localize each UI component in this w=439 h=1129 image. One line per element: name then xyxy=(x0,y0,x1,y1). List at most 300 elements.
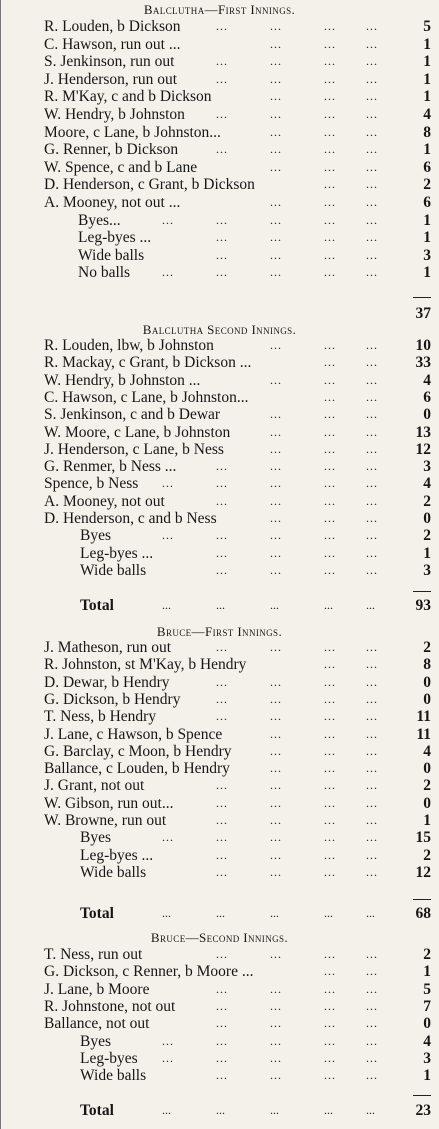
leader-dots: ... xyxy=(216,674,228,689)
total-row xyxy=(0,905,439,922)
batsman-entry: J. Henderson, run out xyxy=(44,70,178,88)
extras-label: Wide balls xyxy=(78,246,145,264)
batsman-entry: S. Jenkinson, c and b Dewar xyxy=(44,406,221,424)
runs-value: 1 xyxy=(423,70,431,88)
leader-dots: ... xyxy=(270,562,282,577)
leader-dots: ... xyxy=(366,389,378,404)
leader-dots: ... xyxy=(270,1103,279,1117)
leader-dots: ... xyxy=(216,528,228,543)
batsman-row xyxy=(0,743,439,760)
leader-dots: ... xyxy=(216,998,228,1013)
leader-dots: ... xyxy=(216,265,228,280)
leader-dots: ... xyxy=(216,947,228,961)
leader-dots: ... xyxy=(324,230,336,245)
runs-value: 4 xyxy=(423,106,431,123)
leader-dots: ... xyxy=(270,247,282,262)
batsman-row xyxy=(0,981,439,998)
batsman-row xyxy=(0,656,439,673)
leader-dots: ... xyxy=(366,124,378,139)
leader-dots: ... xyxy=(162,265,174,280)
runs-value: 1 xyxy=(423,53,431,71)
runs-value: 0 xyxy=(423,690,431,708)
leader-dots: ... xyxy=(366,511,378,525)
runs-value: 10 xyxy=(415,337,431,354)
extras-row xyxy=(0,562,439,579)
leader-dots: ... xyxy=(324,813,336,827)
leader-dots: ... xyxy=(270,338,282,352)
leader-dots: ... xyxy=(366,830,378,845)
leader-dots: ... xyxy=(366,338,378,352)
leader-dots: ... xyxy=(366,640,378,654)
runs-value: 7 xyxy=(423,997,431,1015)
leader-dots: ... xyxy=(270,459,282,474)
leader-dots: ... xyxy=(324,674,336,689)
batsman-row xyxy=(0,493,439,510)
leader-dots: ... xyxy=(324,830,336,845)
batsman-entry: J. Grant, not out xyxy=(44,777,145,795)
total-label: Total xyxy=(80,1102,114,1119)
batsman-entry: D. Dewar, b Hendry xyxy=(44,673,170,691)
leader-dots: ... xyxy=(366,1103,375,1117)
runs-value: 6 xyxy=(423,194,431,211)
leader-dots: ... xyxy=(324,124,336,139)
leader-dots: ... xyxy=(324,778,336,793)
runs-value: 8 xyxy=(423,656,431,674)
batsman-entry: S. Jenkinson, run out xyxy=(44,53,175,71)
leader-dots: ... xyxy=(324,1016,336,1031)
batsman-row xyxy=(0,795,439,812)
batsman-row xyxy=(0,726,439,743)
leader-dots: ... xyxy=(270,813,282,827)
leader-dots: ... xyxy=(324,71,336,86)
leader-dots: ... xyxy=(366,674,378,689)
extras-label: No balls xyxy=(78,264,131,282)
runs-value: 11 xyxy=(416,708,431,726)
leader-dots: ... xyxy=(324,709,336,724)
leader-dots: ... xyxy=(216,813,228,827)
leader-dots: ... xyxy=(324,1103,333,1117)
leader-dots: ... xyxy=(162,528,174,543)
leader-dots: ... xyxy=(324,864,336,879)
leader-dots: ... xyxy=(366,54,378,69)
leader-dots: ... xyxy=(270,441,282,456)
batsman-row xyxy=(0,441,439,458)
total-row xyxy=(0,597,439,614)
total-label: Total xyxy=(80,597,114,614)
runs-value: 2 xyxy=(423,492,431,510)
runs-value: 1 xyxy=(423,88,431,106)
leader-dots: ... xyxy=(270,998,282,1013)
batsman-row xyxy=(0,998,439,1015)
batsman-entry: G. Dickson, c Renner, b Moore ... xyxy=(44,963,254,981)
runs-value: 5 xyxy=(423,980,431,998)
batsman-row xyxy=(0,812,439,829)
leader-dots: ... xyxy=(216,230,228,245)
batsman-row xyxy=(0,708,439,725)
leader-dots: ... xyxy=(270,265,282,280)
leader-dots: ... xyxy=(324,476,336,491)
leader-dots: ... xyxy=(366,778,378,793)
leader-dots: ... xyxy=(270,847,282,862)
leader-dots: ... xyxy=(270,71,282,86)
leader-dots: ... xyxy=(324,19,336,33)
leader-dots: ... xyxy=(366,107,378,121)
extras-label: Leg-byes xyxy=(80,1049,138,1067)
extras-row xyxy=(0,829,439,846)
leader-dots: ... xyxy=(324,407,336,422)
leader-dots: ... xyxy=(162,1033,174,1048)
batsman-entry: R. M'Kay, c and b Dickson xyxy=(44,88,212,106)
leader-dots: ... xyxy=(324,598,333,612)
batsman-row xyxy=(0,106,439,123)
leader-dots: ... xyxy=(270,372,282,387)
leader-dots: ... xyxy=(270,1050,282,1065)
batsman-entry: W. Gibson, run out... xyxy=(44,794,174,812)
extras-row xyxy=(0,229,439,246)
leader-dots: ... xyxy=(270,195,282,209)
leader-dots: ... xyxy=(270,640,282,654)
leader-dots: ... xyxy=(366,998,378,1013)
leader-dots: ... xyxy=(324,372,336,387)
leader-dots: ... xyxy=(216,1068,228,1083)
leader-dots: ... xyxy=(366,964,378,979)
leader-dots: ... xyxy=(366,265,378,280)
leader-dots: ... xyxy=(270,107,282,121)
runs-value: 5 xyxy=(423,18,431,35)
leader-dots: ... xyxy=(216,476,228,491)
batsman-row xyxy=(0,88,439,105)
runs-value: 12 xyxy=(415,863,431,881)
extras-row xyxy=(0,545,439,562)
leader-dots: ... xyxy=(270,142,282,157)
batsman-row xyxy=(0,777,439,794)
batsman-entry: D. Henderson, c and b Ness xyxy=(44,510,217,527)
section-heading: Bruce—Second Innings. xyxy=(150,930,289,945)
leader-dots: ... xyxy=(270,54,282,69)
total-rule xyxy=(413,899,431,900)
leader-dots: ... xyxy=(324,998,336,1013)
leader-dots: ... xyxy=(270,230,282,245)
runs-value: 2 xyxy=(423,176,431,194)
leader-dots: ... xyxy=(366,459,378,474)
leader-dots: ... xyxy=(366,247,378,262)
leader-dots: ... xyxy=(366,545,378,560)
section-heading: Bruce—First Innings. xyxy=(156,624,283,639)
runs-value: 1 xyxy=(423,141,431,159)
leader-dots: ... xyxy=(366,761,378,776)
leader-dots: ... xyxy=(366,1050,378,1065)
extras-label: Byes xyxy=(80,1032,111,1050)
leader-dots: ... xyxy=(270,159,282,174)
leader-dots: ... xyxy=(366,36,378,51)
batsman-row xyxy=(0,946,439,963)
leader-dots: ... xyxy=(324,459,336,474)
runs-value: 1 xyxy=(423,264,431,282)
leader-dots: ... xyxy=(366,195,378,209)
leader-dots: ... xyxy=(216,19,228,33)
leader-dots: ... xyxy=(324,1068,336,1083)
leader-dots: ... xyxy=(216,1103,225,1117)
leader-dots: ... xyxy=(270,864,282,879)
leader-dots: ... xyxy=(270,743,282,758)
leader-dots: ... xyxy=(324,441,336,456)
leader-dots: ... xyxy=(270,36,282,51)
leader-dots: ... xyxy=(162,476,174,491)
leader-dots: ... xyxy=(324,493,336,508)
batsman-entry: C. Hawson, run out ... xyxy=(44,35,181,53)
leader-dots: ... xyxy=(366,89,378,104)
batsman-row xyxy=(0,124,439,141)
leader-dots: ... xyxy=(270,674,282,689)
leader-dots: ... xyxy=(324,981,336,996)
batsman-entry: A. Mooney, not out ... xyxy=(44,194,181,211)
leader-dots: ... xyxy=(216,493,228,508)
batsman-entry: J. Matheson, run out xyxy=(44,639,172,656)
batsman-entry: J. Lane, b Moore xyxy=(44,980,150,998)
batsman-entry: C. Hawson, c Lane, b Johnston... xyxy=(44,388,249,406)
batsman-entry: A. Mooney, not out xyxy=(44,492,165,510)
runs-value: 6 xyxy=(423,388,431,406)
leader-dots: ... xyxy=(216,71,228,86)
leader-dots: ... xyxy=(270,407,282,422)
extras-row xyxy=(0,864,439,881)
runs-value: 3 xyxy=(423,246,431,264)
extras-row xyxy=(0,1050,439,1067)
batsman-entry: R. Johnston, st M'Kay, b Hendry xyxy=(44,656,247,674)
leader-dots: ... xyxy=(366,709,378,724)
leader-dots: ... xyxy=(162,598,171,612)
leader-dots: ... xyxy=(270,795,282,810)
leader-dots: ... xyxy=(216,247,228,262)
leader-dots: ... xyxy=(324,247,336,262)
leader-dots: ... xyxy=(366,441,378,456)
leader-dots: ... xyxy=(216,847,228,862)
runs-value: 3 xyxy=(423,458,431,476)
runs-value: 1 xyxy=(423,211,431,229)
batsman-entry: R. Louden, lbw, b Johnston xyxy=(44,337,214,354)
batsman-row xyxy=(0,18,439,35)
leader-dots: ... xyxy=(366,1016,378,1031)
leader-dots: ... xyxy=(324,726,336,741)
runs-value: 1 xyxy=(423,1067,431,1085)
leader-dots: ... xyxy=(270,424,282,439)
extras-row xyxy=(0,527,439,544)
extras-row xyxy=(0,247,439,264)
batsman-row xyxy=(0,389,439,406)
batsman-row xyxy=(0,691,439,708)
leader-dots: ... xyxy=(324,640,336,654)
leader-dots: ... xyxy=(270,830,282,845)
leader-dots: ... xyxy=(270,124,282,139)
batsman-row xyxy=(0,194,439,211)
leader-dots: ... xyxy=(270,598,279,612)
leader-dots: ... xyxy=(324,54,336,69)
leader-dots: ... xyxy=(270,906,279,920)
leader-dots: ... xyxy=(324,142,336,157)
batsman-entry: G. Renmer, b Ness ... xyxy=(44,458,177,476)
leader-dots: ... xyxy=(270,545,282,560)
leader-dots: ... xyxy=(216,54,228,69)
leader-dots: ... xyxy=(324,761,336,776)
runs-value: 2 xyxy=(423,639,431,656)
leader-dots: ... xyxy=(324,195,336,209)
total-row xyxy=(0,1102,439,1119)
extras-row xyxy=(0,847,439,864)
batsman-entry: W. Hendry, b Johnston xyxy=(44,106,185,123)
leader-dots: ... xyxy=(324,212,336,227)
leader-dots: ... xyxy=(216,1016,228,1031)
batsman-entry: J. Henderson, c Lane, b Ness xyxy=(44,440,224,458)
leader-dots: ... xyxy=(324,743,336,758)
leader-dots: ... xyxy=(366,691,378,706)
leader-dots: ... xyxy=(324,964,336,979)
batsman-entry: G. Dickson, b Hendry xyxy=(44,690,181,708)
runs-value: 6 xyxy=(423,158,431,176)
batsman-entry: W. Spence, c and b Lane xyxy=(44,158,198,176)
leader-dots: ... xyxy=(366,1033,378,1048)
leader-dots: ... xyxy=(216,598,225,612)
extras-label: Wide balls xyxy=(80,561,147,579)
leader-dots: ... xyxy=(270,947,282,961)
leader-dots: ... xyxy=(366,159,378,174)
batsman-row xyxy=(0,458,439,475)
runs-value: 2 xyxy=(423,846,431,864)
leader-dots: ... xyxy=(162,1050,174,1065)
leader-dots: ... xyxy=(324,1033,336,1048)
batsman-row xyxy=(0,406,439,423)
runs-value: 0 xyxy=(423,760,431,778)
runs-value: 8 xyxy=(423,123,431,141)
leader-dots: ... xyxy=(366,598,375,612)
extras-label: Byes... xyxy=(78,211,121,229)
batsman-row xyxy=(0,372,439,389)
leader-dots: ... xyxy=(216,864,228,879)
leader-dots: ... xyxy=(216,1033,228,1048)
leader-dots: ... xyxy=(366,847,378,862)
leader-dots: ... xyxy=(216,142,228,157)
leader-dots: ... xyxy=(366,562,378,577)
leader-dots: ... xyxy=(324,511,336,525)
leader-dots: ... xyxy=(324,545,336,560)
extras-row xyxy=(0,1033,439,1050)
runs-value: 0 xyxy=(423,406,431,424)
batsman-row xyxy=(0,337,439,354)
batsman-row xyxy=(0,159,439,176)
leader-dots: ... xyxy=(162,830,174,845)
leader-dots: ... xyxy=(366,657,378,672)
batsman-entry: W. Browne, run out xyxy=(44,812,167,829)
total-label: Total xyxy=(80,905,114,922)
leader-dots: ... xyxy=(270,709,282,724)
runs-value: 4 xyxy=(423,475,431,493)
batsman-entry: R. Mackay, c Grant, b Dickson ... xyxy=(44,354,252,372)
leader-dots: ... xyxy=(270,1068,282,1083)
leader-dots: ... xyxy=(324,847,336,862)
extras-row xyxy=(0,264,439,281)
leader-dots: ... xyxy=(324,389,336,404)
batsman-row xyxy=(0,639,439,656)
extras-row xyxy=(0,1067,439,1084)
leader-dots: ... xyxy=(270,89,282,104)
leader-dots: ... xyxy=(216,795,228,810)
leader-dots: ... xyxy=(366,813,378,827)
leader-dots: ... xyxy=(366,493,378,508)
batsman-row xyxy=(0,141,439,158)
leader-dots: ... xyxy=(324,528,336,543)
extras-label: Leg-byes ... xyxy=(80,846,154,864)
leader-dots: ... xyxy=(270,778,282,793)
leader-dots: ... xyxy=(366,528,378,543)
batsman-row xyxy=(0,674,439,691)
batsman-row xyxy=(0,354,439,371)
batsman-entry: T. Ness, b Hendry xyxy=(44,708,157,726)
total-row xyxy=(0,305,439,322)
leader-dots: ... xyxy=(324,177,336,192)
extras-label: Leg-byes ... xyxy=(78,229,152,247)
leader-dots: ... xyxy=(324,36,336,51)
leader-dots: ... xyxy=(366,743,378,758)
leader-dots: ... xyxy=(366,476,378,491)
leader-dots: ... xyxy=(366,71,378,86)
runs-value: 15 xyxy=(415,829,431,847)
total-value: 93 xyxy=(415,597,431,614)
leader-dots: ... xyxy=(216,709,228,724)
batsman-row xyxy=(0,424,439,441)
leader-dots: ... xyxy=(270,19,282,33)
leader-dots: ... xyxy=(366,355,378,370)
leader-dots: ... xyxy=(366,424,378,439)
total-value: 68 xyxy=(415,905,431,922)
leader-dots: ... xyxy=(216,906,225,920)
batsman-entry: Spence, b Ness xyxy=(44,475,139,493)
section-heading: Balclutha—First Innings. xyxy=(143,2,296,17)
runs-value: 3 xyxy=(423,1049,431,1067)
batsman-row xyxy=(0,36,439,53)
batsman-row xyxy=(0,176,439,193)
leader-dots: ... xyxy=(324,355,336,370)
leader-dots: ... xyxy=(270,691,282,706)
batsman-entry: R. Louden, b Dickson xyxy=(44,18,181,35)
extras-label: Wide balls xyxy=(80,1067,147,1085)
batsman-entry: Ballance, not out xyxy=(44,1015,150,1033)
runs-value: 0 xyxy=(423,673,431,691)
leader-dots: ... xyxy=(324,1050,336,1065)
leader-dots: ... xyxy=(270,1016,282,1031)
leader-dots: ... xyxy=(366,19,378,33)
batsman-entry: R. Johnstone, not out xyxy=(44,997,176,1015)
extras-label: Byes xyxy=(80,527,111,545)
leader-dots: ... xyxy=(366,372,378,387)
runs-value: 13 xyxy=(415,423,431,441)
leader-dots: ... xyxy=(366,230,378,245)
leader-dots: ... xyxy=(270,726,282,741)
leader-dots: ... xyxy=(324,562,336,577)
leader-dots: ... xyxy=(366,142,378,157)
leader-dots: ... xyxy=(162,212,174,227)
runs-value: 33 xyxy=(415,354,431,372)
leader-dots: ... xyxy=(324,107,336,121)
runs-value: 2 xyxy=(423,777,431,795)
leader-dots: ... xyxy=(366,177,378,192)
leader-dots: ... xyxy=(270,528,282,543)
leader-dots: ... xyxy=(366,795,378,810)
batsman-entry: D. Henderson, c Grant, b Dickson xyxy=(44,176,255,194)
section-heading: Balclutha Second Innings. xyxy=(142,322,297,337)
leader-dots: ... xyxy=(270,511,282,525)
leader-dots: ... xyxy=(324,906,333,920)
leader-dots: ... xyxy=(162,906,171,920)
leader-dots: ... xyxy=(270,212,282,227)
